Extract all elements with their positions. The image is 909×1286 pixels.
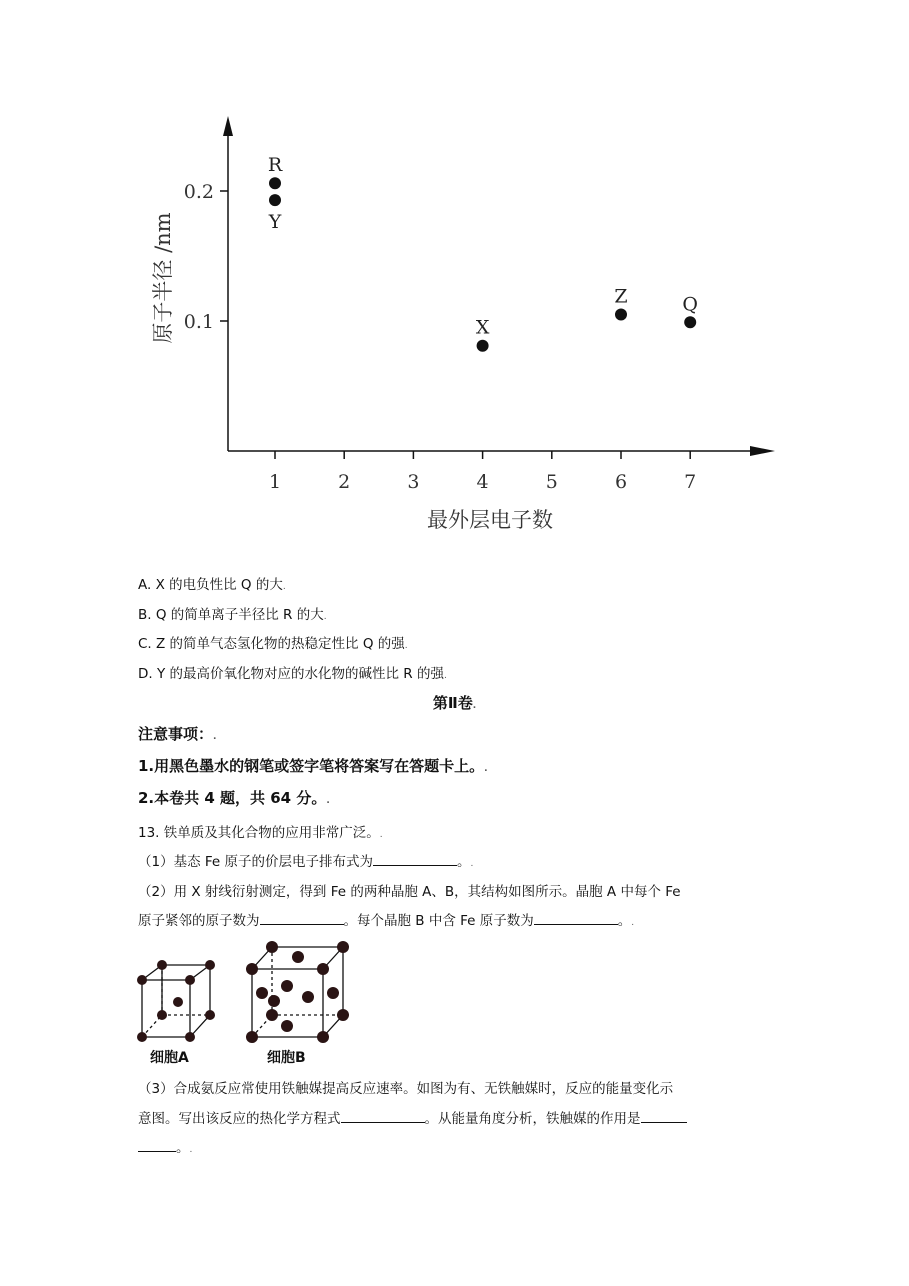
q13-part2-line1: （2）用 X 射线衍射测定，得到 Fe 的两种晶胞 A、B，其结构如图所示。晶胞 A 中每个 Fe bbox=[138, 884, 681, 900]
crystal-cell-figure bbox=[130, 935, 370, 1070]
data-point-y bbox=[269, 194, 281, 206]
q13-part3-line2: 意图。写出该反应的热化学方程式 。从能量角度分析，铁触媒的作用是 bbox=[138, 1107, 687, 1127]
x-tick-label: 7 bbox=[684, 471, 697, 493]
y-axis bbox=[223, 116, 233, 451]
cell-b-label: 细胞B bbox=[267, 1050, 306, 1066]
option-d: D. Y 的最高价氧化物对应的水化物的碱性比 R 的强. bbox=[138, 666, 447, 682]
data-point-z bbox=[615, 309, 627, 321]
x-axis-label: 最外层电子数 bbox=[427, 508, 553, 532]
option-a: A. X 的电负性比 Q 的大. bbox=[138, 577, 286, 593]
q13-part3-line3: 。. bbox=[138, 1136, 192, 1156]
q13-part3-line1: （3）合成氨反应常使用铁触媒提高反应速率。如图为有、无铁触媒时，反应的能量变化示 bbox=[138, 1081, 674, 1097]
notice-item-2: 2.本卷共 4 题，共 64 分。. bbox=[138, 789, 330, 807]
x-tick-label: 5 bbox=[545, 471, 558, 493]
answer-blank-5-continued[interactable] bbox=[138, 1140, 176, 1152]
q13-part2-line2: 原子紧邻的原子数为 。每个晶胞 B 中含 Fe 原子数为 。. bbox=[138, 913, 635, 929]
cell-a-atoms bbox=[137, 960, 215, 1042]
answer-blank-5[interactable] bbox=[641, 1111, 687, 1123]
option-b: B. Q 的简单离子半径比 R 的大. bbox=[138, 607, 327, 623]
y-tick-label: 0.2 bbox=[183, 181, 214, 203]
x-tick-label: 3 bbox=[407, 471, 420, 493]
atomic-radius-chart bbox=[120, 100, 800, 540]
y-tick-label: 0.1 bbox=[183, 311, 214, 333]
q13-part1: （1）基态 Fe 原子的价层电子排布式为 。. bbox=[138, 854, 474, 870]
x-axis bbox=[228, 446, 775, 456]
answer-blank-2[interactable] bbox=[260, 913, 344, 925]
answer-blank-1[interactable] bbox=[373, 854, 457, 866]
q13-stem: 13. 铁单质及其化合物的应用非常广泛。. bbox=[138, 825, 383, 841]
data-point-r bbox=[269, 177, 281, 189]
answer-blank-4[interactable] bbox=[341, 1111, 425, 1123]
crystal-cell-diagram bbox=[130, 935, 370, 1045]
option-c: C. Z 的简单气态氢化物的热稳定性比 Q 的强. bbox=[138, 636, 408, 652]
point-label-q: Q bbox=[682, 293, 698, 316]
cell-b-atoms bbox=[246, 941, 349, 1043]
x-tick-label: 6 bbox=[614, 471, 628, 493]
x-tick-label: 2 bbox=[338, 471, 351, 493]
cell-a-label: 细胞A bbox=[150, 1050, 189, 1066]
x-tick-label: 4 bbox=[476, 471, 489, 493]
y-axis-label: 原子半径 /nm bbox=[151, 212, 175, 344]
point-label-r: R bbox=[267, 154, 283, 177]
data-point-x bbox=[477, 340, 489, 352]
notice-heading: 注意事项：. bbox=[138, 725, 217, 743]
notice-item-1: 1.用黑色墨水的钢笔或签字笔将答案写在答题卡上。. bbox=[138, 757, 488, 775]
answer-blank-3[interactable] bbox=[534, 913, 618, 925]
point-label-y: Y bbox=[268, 211, 282, 234]
point-label-x: X bbox=[475, 316, 490, 339]
point-label-z: Z bbox=[614, 285, 628, 308]
section-title: 第Ⅱ卷. bbox=[432, 694, 477, 712]
data-point-q bbox=[684, 316, 696, 328]
x-tick-label: 1 bbox=[268, 471, 282, 493]
y-axis-arrow bbox=[223, 116, 233, 136]
x-axis-arrow bbox=[750, 446, 775, 456]
